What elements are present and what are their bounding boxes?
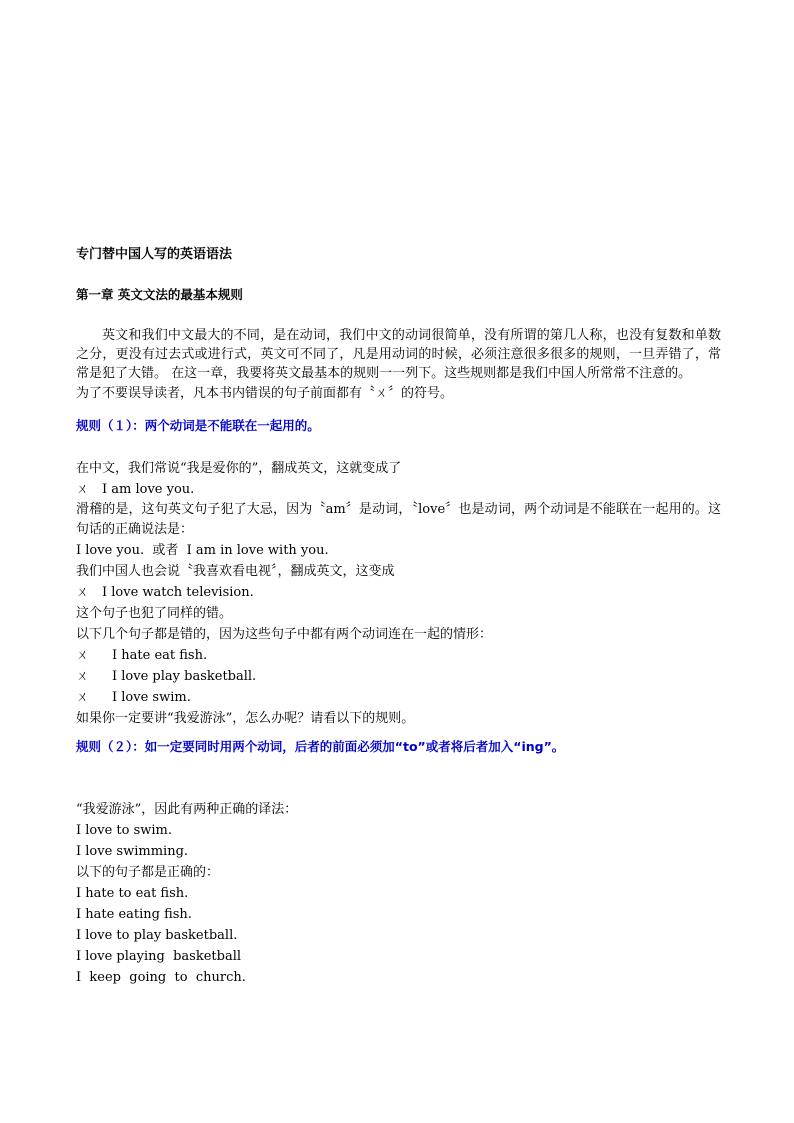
wrong-example-am-love: [76, 479, 721, 500]
intro-paragraph: 英文和我们中文最大的不同，是在动词，我们中文的动词很简单，没有所谓的第几人称，也没有复数和单数之分，更没有过去式或进行式，英文可不同了，凡是用动词的时候，必须注意很多很多的规则，一旦弄错了，常常是犯了大错。 在这一章，我要将英文最基本的规则一一列下。这些规则都是我们中国人所常常不注意的。: [76, 328, 721, 381]
correct-example: I hate eating fish.: [76, 907, 192, 922]
rule-1-line-4: 我们中国人也会说〝我喜欢看电视〞，翻成英文，这变成: [76, 564, 395, 579]
rule-1-line-7: 如果你一定要讲“我爱游泳”，怎么办呢？请看以下的规则。: [76, 711, 415, 726]
wrong-example-text: I love watch television.: [102, 585, 254, 600]
rule-1-line-1: 在中文，我们常说“我是爱你的”，翻成英文，这就变成了: [76, 461, 402, 476]
wrong-example-hate-eat: [76, 645, 721, 666]
wrong-mark: ㄨ: [76, 482, 90, 497]
rule-1-line-6: 以下几个句子都是错的，因为这些句子中都有两个动词连在一起的情形：: [76, 627, 493, 642]
chapter-title: 第一章 英文文法的最基本规则: [76, 287, 243, 302]
wrong-mark: ㄨ: [76, 585, 90, 600]
intro-note: 为了不要误导读者，凡本书内错误的句子前面都有〝ㄨ〞的符号。: [76, 386, 454, 401]
document-title: 专门替中国人写的英语语法: [76, 247, 233, 262]
rule-1-line-3: I love you. 或者 I am in love with you.: [76, 543, 329, 558]
wrong-example-text: I hate eat fish.: [112, 648, 208, 663]
wrong-mark: ㄨ: [76, 648, 90, 663]
wrong-mark: ㄨ: [76, 690, 90, 705]
rule-2-intro: “我爱游泳”，因此有两种正确的译法：: [76, 802, 298, 817]
correct-example: I hate to eat fish.: [76, 886, 189, 901]
wrong-example-text: I am love you.: [102, 482, 195, 497]
rule-1-heading: 规则（１）：两个动词是不能联在一起用的。: [76, 418, 320, 433]
wrong-example-love-watch: [76, 582, 721, 603]
correct-example: I keep going to church.: [76, 970, 246, 985]
rule-2-list-intro: 以下的句子都是正确的：: [76, 865, 220, 880]
rule-2-heading: 规则（２）：如一定要同时用两个动词，后者的前面必须加“to”或者将后者加入“ing”。: [76, 739, 565, 754]
correct-example: I love to play basketball.: [76, 928, 238, 943]
correct-example: I love playing basketball: [76, 949, 242, 964]
wrong-example-love-play: [76, 666, 721, 687]
wrong-mark: ㄨ: [76, 669, 90, 684]
correct-example: I love swimming.: [76, 844, 189, 859]
rule-1-line-2: 滑稽的是，这句英文句子犯了大忌，因为〝am〞是动词，〝love〞也是动词，两个动词是不能联在一起用的。这句话的正确说法是：: [76, 502, 721, 537]
rule-1-line-5: 这个句子也犯了同样的错。: [76, 606, 233, 621]
wrong-example-text: I love swim.: [112, 690, 191, 705]
correct-example: I love to swim.: [76, 823, 173, 838]
wrong-example-text: I love play basketball.: [112, 669, 257, 684]
wrong-example-love-swim: [76, 687, 721, 708]
document-page: [76, 246, 721, 988]
